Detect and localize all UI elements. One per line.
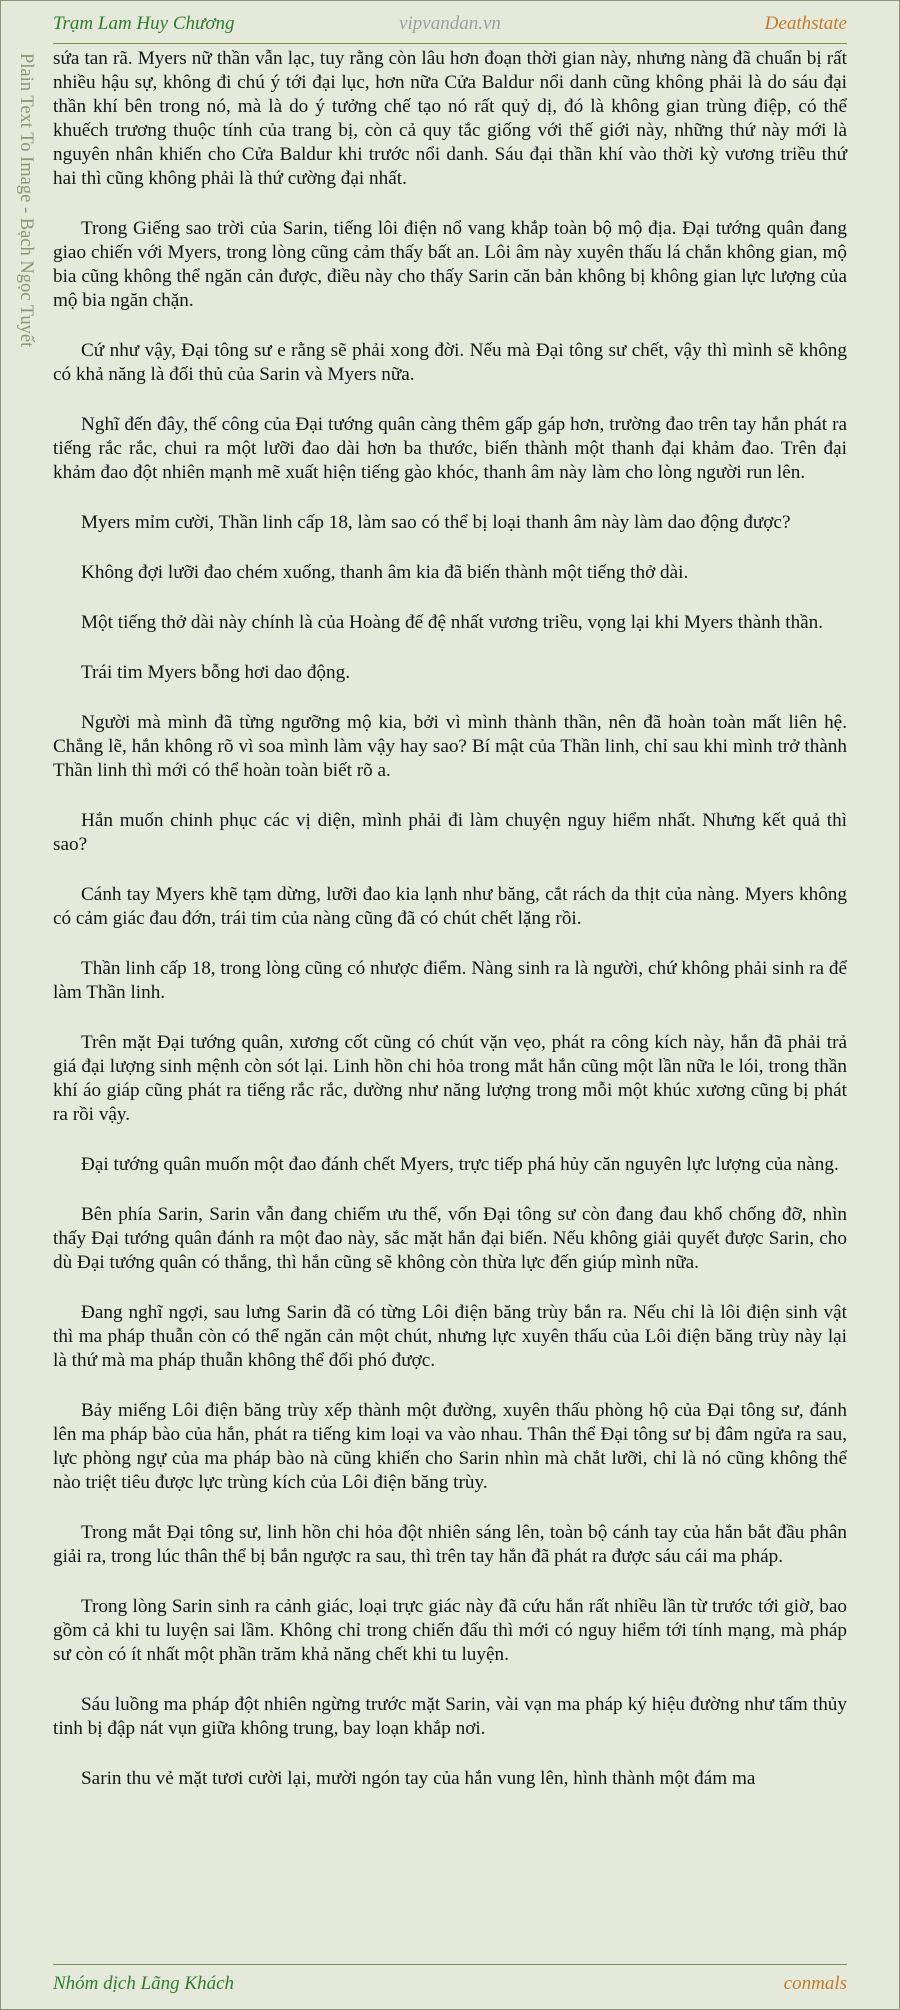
- paragraph: Trên mặt Đại tướng quân, xương cốt cũng có chút vặn vẹo, phát ra công kích này, hắn đã phải trả giá đại lượng sinh mệnh còn sót lại. Linh hồn chi hỏa trong mắt hắn cũng một lần nữa le lói, trong thần khí áo giáp cũng phát ra tiếng rắc rắc, dường như năng lượng trong mỗi một khúc xương cũng bị phát ra rồi vậy.: [53, 1032, 847, 1125]
- paragraph: Trái tim Myers bỗng hơi dao động.: [81, 662, 350, 683]
- side-watermark-text: Plain Text To Image - Bạch Ngọc Tuyết: [16, 53, 36, 348]
- paragraph: Hắn muốn chinh phục các vị diện, mình phải đi làm chuyện nguy hiểm nhất. Nhưng kết quả thì sao?: [53, 810, 847, 855]
- paragraph: Cứ như vậy, Đại tông sư e rằng sẽ phải xong đời. Nếu mà Đại tông sư chết, vậy thì mình sẽ không có khả năng là đối thủ của Sarin và Myers nữa.: [53, 340, 847, 385]
- page-footer: [53, 1971, 847, 2001]
- paragraph: Sáu luồng ma pháp đột nhiên ngừng trước mặt Sarin, vài vạn ma pháp ký hiệu đường như tấm thủy tinh bị đập nát vụn giữa không trung, bay loạn khắp nơi.: [53, 1694, 847, 1739]
- paragraph: Myers mỉm cười, Thần linh cấp 18, làm sao có thể bị loại thanh âm này làm dao động được?: [81, 512, 791, 533]
- paragraph: Không đợi lưỡi đao chém xuống, thanh âm kia đã biến thành một tiếng thở dài.: [81, 562, 689, 583]
- paragraph: Bảy miếng Lôi điện băng trùy xếp thành một đường, xuyên thấu phòng hộ của Đại tông sư, đánh lên ma pháp bào của hắn, phát ra tiếng kim loại va vào nhau. Thân thể Đại tông sư bị đâm ngửa ra sau, lực phòng ngự của ma pháp bào nà cũng khiến cho Sarin nhìn mà chắt lưỡi, chỉ là nó cũng không thể nào triệt tiêu được lực trùng kích của Lôi điện băng trùy.: [53, 1400, 847, 1493]
- header-author: Deathstate: [764, 13, 847, 34]
- paragraph: Sarin thu vẻ mặt tươi cười lại, mười ngón tay của hắn vung lên, hình thành một đám ma: [81, 1768, 756, 1789]
- paragraph: Trong lòng Sarin sinh ra cảnh giác, loại trực giác này đã cứu hắn rất nhiều lần từ trước tới giờ, bao gồm cả khi tu luyện sai lầm. Không chỉ trong chiến đấu thì mới có nguy hiểm tới tính mạng, mà pháp sư còn có ít nhất một phần trăm khả năng chết khi tu luyện.: [53, 1596, 847, 1665]
- document-body: [53, 47, 847, 1791]
- paragraph: Nghĩ đến đây, thế công của Đại tướng quân càng thêm gấp gáp hơn, trường đao trên tay hắn phát ra tiếng rắc rắc, chui ra một lưỡi đao dài hơn ba thước, biến thành một thanh đại khảm đao. Trên đại khảm đao đột nhiên mạnh mẽ xuất hiện tiếng gào khóc, thanh âm này làm cho lòng người run lên.: [53, 414, 847, 483]
- paragraph: Người mà mình đã từng ngưỡng mộ kia, bởi vì mình thành thần, nên đã hoàn toàn mất liên hệ. Chẳng lẽ, hắn không rõ vì soa mình làm vậy hay sao? Bí mật của Thần linh, chỉ sau khi mình trở thành Thần linh thì mới có thể hoàn toàn biết rõ a.: [53, 712, 847, 781]
- paragraph: Trong Giếng sao trời của Sarin, tiếng lôi điện nổ vang khắp toàn bộ mộ địa. Đại tướng quân đang giao chiến với Myers, trong lòng cũng cảm thấy bất an. Lôi âm này xuyên thấu lá chắn không gian, mộ bia cũng không thể ngăn cản được, điều này cho thấy Sarin căn bản không bị không gian lực lượng của mộ bia ngăn chặn.: [53, 218, 847, 311]
- footer-translator-group: Nhóm dịch Lãng Khách: [53, 1973, 235, 1994]
- header-divider: [53, 43, 847, 44]
- footer-uploader: conmals: [783, 1973, 847, 1994]
- paragraph: Thần linh cấp 18, trong lòng cũng có nhược điểm. Nàng sinh ra là người, chứ không phải sinh ra để làm Thần linh.: [53, 958, 847, 1003]
- header-site-name: Trạm Lam Huy Chương: [53, 13, 235, 34]
- paragraph: Bên phía Sarin, Sarin vẫn đang chiếm ưu thế, vốn Đại tông sư còn đang đau khổ chống đỡ, nhìn thấy Đại tướng quân đánh ra một đao này, sắc mặt hắn đại biến. Nếu không giải quyết được Sarin, cho dù Đại tướng quân có thắng, thì hắn cũng sẽ không còn thừa lực đến giúp mình nữa.: [53, 1204, 847, 1273]
- paragraph: Đại tướng quân muốn một đao đánh chết Myers, trực tiếp phá hủy căn nguyên lực lượng của nàng.: [81, 1154, 839, 1175]
- page-header: [53, 9, 847, 45]
- header-website[interactable]: vipvandan.vn: [399, 13, 501, 34]
- paragraph: sứa tan rã. Myers nữ thần vẫn lạc, tuy rằng còn lâu hơn đoạn thời gian này, nhưng nàng đã chuẩn bị rất nhiều hậu sự, không đi chú ý tới đại lục, hơn nữa Cửa Baldur nổi danh cũng không phải là do sáu đại thần khí bên trong nó, mà là do ý tưởng chế tạo nó rất quỷ dị, đó là không gian trùng điệp, có thể khuếch trương thuộc tính của trang bị, còn cả quy tắc giống với thế giới này, những thứ này mới là nguyên nhân khiến cho Cửa Baldur khi trước nổi danh. Sáu đại thần khí vào thời kỳ vương triều thứ hai thì cũng không phải là thứ cường đại nhất.: [53, 48, 847, 189]
- footer-divider: [53, 1964, 847, 1965]
- paragraph: Đang nghĩ ngợi, sau lưng Sarin đã có từng Lôi điện băng trùy bắn ra. Nếu chỉ là lôi điện sinh vật thì ma pháp thuẫn còn có thể ngăn cản một chút, nhưng lực xuyên thấu của Lôi điện băng trùy này lại là thứ mà ma pháp thuẫn không thể đối phó được.: [53, 1302, 847, 1371]
- paragraph: Cánh tay Myers khẽ tạm dừng, lưỡi đao kia lạnh như băng, cắt rách da thịt của nàng. Myers không có cảm giác đau đớn, trái tim của nàng cũng đã có chút chết lặng rồi.: [53, 884, 847, 929]
- paragraph: Trong mắt Đại tông sư, linh hồn chi hỏa đột nhiên sáng lên, toàn bộ cánh tay của hắn bắt đầu phân giải ra, trong lúc thân thể bị bắn ngược ra sau, thì trên tay hắn đã phát ra được sáu cái ma pháp.: [53, 1522, 847, 1567]
- paragraph: Một tiếng thở dài này chính là của Hoàng đế đệ nhất vương triều, vọng lại khi Myers thành thần.: [81, 612, 824, 633]
